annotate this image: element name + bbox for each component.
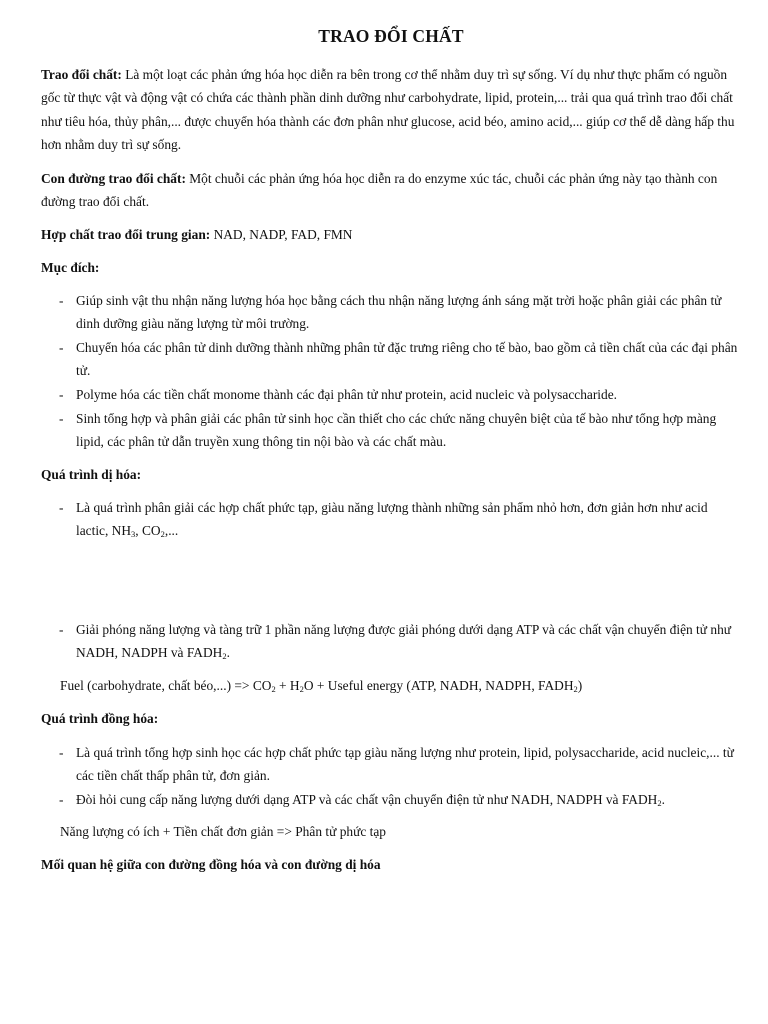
intermediate-compounds bbox=[41, 223, 741, 246]
list-dash: - bbox=[59, 622, 64, 637]
list-dash: - bbox=[59, 410, 64, 426]
fadh2-subscript: 2 bbox=[657, 798, 662, 809]
list-item bbox=[41, 383, 741, 406]
metabolism-label: Trao đổi chất: bbox=[41, 67, 122, 82]
purpose-item-4: Sinh tổng hợp và phân giải các phân tử sinh học cần thiết cho các chức năng chuyên biệt của tế bào như tổng hợp màng lipid, các phân tử dẫn truyền xung thông tin nội bào và các chất màu. bbox=[76, 410, 717, 450]
catabolism-item-2 bbox=[76, 622, 731, 660]
relationship-heading: Mối quan hệ giữa con đường đồng hóa và con đường dị hóa bbox=[41, 857, 381, 872]
list-dash: - bbox=[59, 500, 64, 515]
equation-sub-3: 2 bbox=[573, 684, 578, 694]
list-dash: - bbox=[59, 792, 64, 808]
catabolism-list-2 bbox=[41, 618, 741, 665]
anabolism-item-2 bbox=[76, 792, 665, 807]
metabolism-definition bbox=[41, 63, 741, 156]
purpose-item-1: Giúp sinh vật thu nhận năng lượng hóa học bằng cách thu nhận năng lượng ánh sáng mặt trời hoặc phân giải các phân tử dinh dưỡng giàu năng lượng từ môi trường. bbox=[76, 293, 722, 332]
anabolism-list bbox=[41, 741, 741, 811]
equation-part-d: ) bbox=[577, 678, 583, 693]
equation-sub-2: 2 bbox=[299, 684, 304, 694]
catabolism-heading: Quá trình dị hóa: bbox=[41, 467, 142, 482]
anabolism-item-1: Là quá trình tổng hợp sinh học các hợp chất phức tạp giàu năng lượng như protein, lipid, polysaccharide, acid nucleic,... từ các tiền chất thấp phân tử, đơn giản. bbox=[76, 745, 734, 784]
co2-subscript: 2 bbox=[160, 529, 165, 540]
purpose-heading: Mục đích: bbox=[41, 260, 100, 275]
anabolism-item-2-end: . bbox=[661, 792, 665, 808]
list-item bbox=[41, 788, 741, 811]
pathway-definition bbox=[41, 167, 741, 214]
catabolism-item-2-end: . bbox=[226, 645, 230, 661]
equation-part-b: + H bbox=[275, 678, 300, 693]
list-item bbox=[41, 289, 741, 336]
catabolism-item-1-end: ,... bbox=[164, 523, 179, 539]
fadh2-subscript: 2 bbox=[222, 651, 227, 662]
pathway-text: Một chuỗi các phản ứng hóa học diễn ra do enzyme xúc tác, chuỗi các phản ứng này tạo thành con đường trao đổi chất. bbox=[41, 171, 718, 210]
catabolism-item-2-text: Giải phóng năng lượng và tàng trữ 1 phần năng lượng được giải phóng dưới dạng ATP và các chất vận chuyển điện tử như NADH, NADPH và FADH bbox=[76, 622, 732, 661]
list-dash: - bbox=[59, 340, 64, 356]
list-item bbox=[41, 496, 741, 543]
metabolism-text: Là một loạt các phản ứng hóa học diễn ra bên trong cơ thể nhằm duy trì sự sống. Ví dụ như thực phẩm có nguồn gốc từ thực vật và động vật có chứa các thành phần dinh dưỡng như carbohydrate, lipid, protein,... trải qua quá trình trao đổi chất như tiêu hóa, thủy phân,... được chuyển hóa thành các đơn phân như glucose, acid béo, amino acid,... giúp cơ thể dễ dàng hấp thu hơn nhằm duy trì sự sống. bbox=[41, 67, 735, 152]
list-item bbox=[41, 407, 741, 454]
intermediate-label: Hợp chất trao đổi trung gian: bbox=[41, 227, 211, 242]
nh3-subscript: 3 bbox=[131, 529, 136, 540]
purpose-item-3: Polyme hóa các tiền chất monome thành các đại phân tử như protein, acid nucleic và polysaccharide. bbox=[76, 387, 618, 403]
equation-part-c: O + Useful energy (ATP, NADH, NADPH, FADH bbox=[303, 678, 574, 693]
list-dash: - bbox=[59, 387, 64, 403]
catabolism-list-1 bbox=[41, 496, 741, 543]
document-title: TRAO ĐỔI CHẤT bbox=[318, 26, 464, 46]
purpose-list bbox=[41, 289, 741, 454]
list-item bbox=[41, 336, 741, 383]
catabolism-equation bbox=[60, 674, 741, 697]
list-dash: - bbox=[59, 745, 64, 760]
equation-part-a: Fuel (carbohydrate, chất béo,...) => CO bbox=[60, 678, 272, 693]
catabolism-item-1-text: Là quá trình phân giải các hợp chất phức tạp, giàu năng lượng thành những sản phẩm nhỏ hơn, đơn giản hơn như acid lactic, NH bbox=[76, 500, 708, 539]
catabolism-item-1-mid: , CO bbox=[135, 523, 161, 539]
catabolism-item-1 bbox=[76, 500, 708, 538]
intermediate-text: NAD, NADP, FAD, FMN bbox=[210, 227, 353, 242]
anabolism-equation: Năng lượng có ích + Tiền chất đơn giản => Phân tử phức tạp bbox=[60, 824, 386, 839]
list-item bbox=[41, 741, 741, 788]
equation-sub-1: 2 bbox=[271, 684, 276, 694]
list-item bbox=[41, 618, 741, 665]
anabolism-item-2-text: Đòi hỏi cung cấp năng lượng dưới dạng ATP và các chất vận chuyển điện tử như NADH, NADPH và FADH bbox=[76, 792, 658, 808]
anabolism-heading: Quá trình đồng hóa: bbox=[41, 711, 159, 726]
list-dash: - bbox=[59, 293, 64, 308]
pathway-label: Con đường trao đổi chất: bbox=[41, 171, 186, 186]
purpose-item-2: Chuyển hóa các phân tử dinh dưỡng thành những phân tử đặc trưng riêng cho tế bào, bao gồm cả tiền chất của các đại phân tử. bbox=[76, 340, 738, 379]
